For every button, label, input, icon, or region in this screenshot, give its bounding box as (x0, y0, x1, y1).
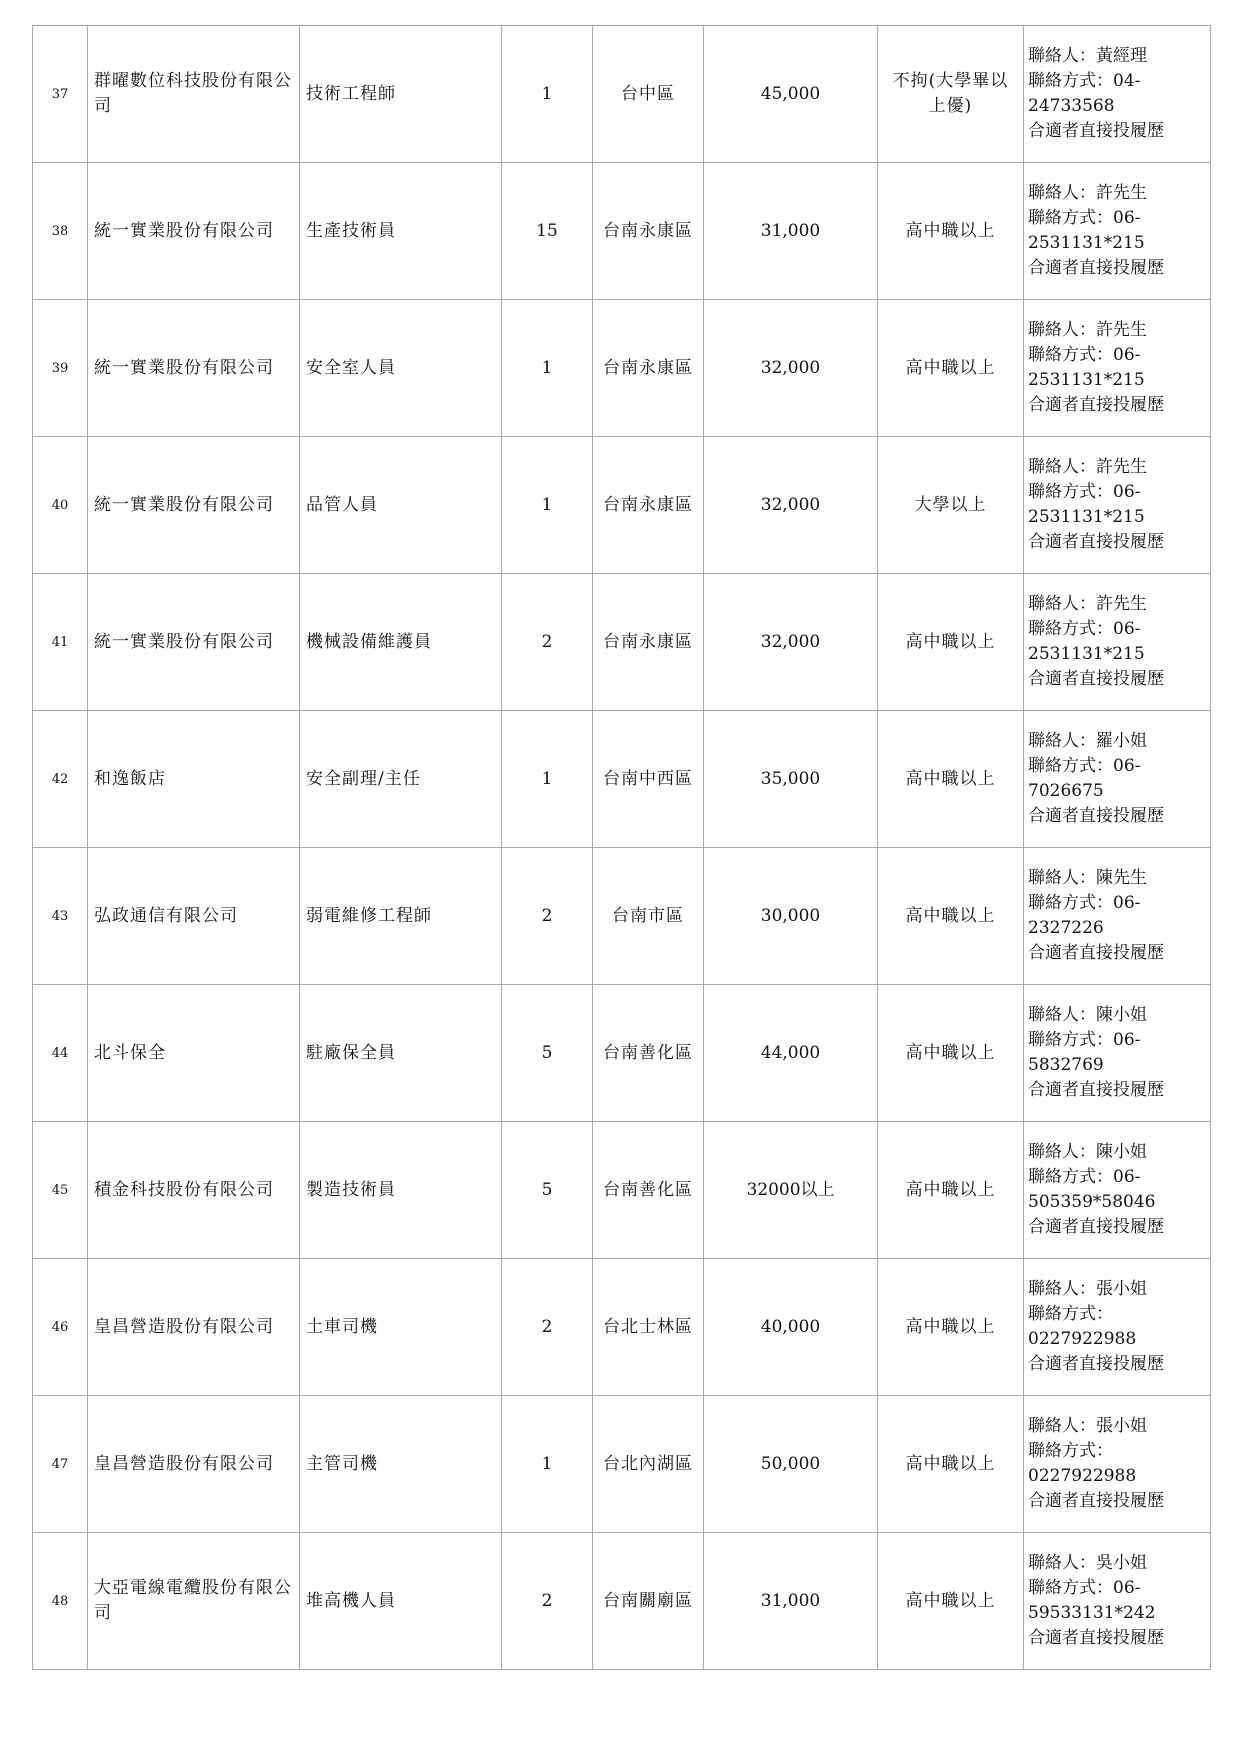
work-area: 台南永康區 (593, 300, 704, 437)
job-rows (33, 26, 1211, 1670)
salary: 32,000 (704, 300, 878, 437)
contact-phone-label: 聯絡方式：06- (1028, 482, 1141, 502)
contact-info (1024, 1533, 1211, 1670)
work-area: 台南永康區 (593, 437, 704, 574)
row-number: 39 (33, 300, 88, 437)
contact-phone: 59533131*242 (1028, 1603, 1156, 1623)
contact-person: 聯絡人：許先生 (1028, 183, 1147, 203)
contact-person: 聯絡人：張小姐 (1028, 1416, 1147, 1436)
contact-phone: 7026675 (1028, 781, 1104, 801)
table-row (33, 26, 1211, 163)
contact-phone: 0227922988 (1028, 1329, 1137, 1349)
table-row (33, 848, 1211, 985)
table-row (33, 711, 1211, 848)
job-title: 主管司機 (300, 1396, 502, 1533)
contact-info (1024, 26, 1211, 163)
contact-person: 聯絡人：張小姐 (1028, 1279, 1147, 1299)
work-area: 台中區 (593, 26, 704, 163)
contact-phone-label: 聯絡方式： (1028, 1304, 1113, 1324)
contact-phone-label: 聯絡方式：06- (1028, 1578, 1141, 1598)
salary: 45,000 (704, 26, 878, 163)
salary: 35,000 (704, 711, 878, 848)
contact-person: 聯絡人：許先生 (1028, 594, 1147, 614)
company-name: 積金科技股份有限公司 (88, 1122, 300, 1259)
work-area: 台南善化區 (593, 985, 704, 1122)
contact-info (1024, 437, 1211, 574)
table-row (33, 437, 1211, 574)
contact-phone: 2327226 (1028, 918, 1104, 938)
company-name: 大亞電線電纜股份有限公司 (88, 1533, 300, 1670)
job-title: 製造技術員 (300, 1122, 502, 1259)
company-name: 和逸飯店 (88, 711, 300, 848)
education-requirement: 不拘(大學畢以上優) (878, 26, 1024, 163)
contact-phone-label: 聯絡方式：06- (1028, 756, 1141, 776)
job-title: 安全室人員 (300, 300, 502, 437)
job-title: 機械設備維護員 (300, 574, 502, 711)
company-name: 統一實業股份有限公司 (88, 300, 300, 437)
contact-person: 聯絡人：黃經理 (1028, 46, 1147, 66)
row-number: 46 (33, 1259, 88, 1396)
contact-person: 聯絡人：吳小姐 (1028, 1553, 1147, 1573)
contact-note: 合適者直接投履歷 (1028, 943, 1164, 963)
contact-note: 合適者直接投履歷 (1028, 669, 1164, 689)
job-title: 駐廠保全員 (300, 985, 502, 1122)
contact-person: 聯絡人：許先生 (1028, 320, 1147, 340)
job-title: 品管人員 (300, 437, 502, 574)
contact-note: 合適者直接投履歷 (1028, 395, 1164, 415)
headcount: 2 (502, 1259, 593, 1396)
contact-info (1024, 1122, 1211, 1259)
table-row (33, 1259, 1211, 1396)
row-number: 43 (33, 848, 88, 985)
education-requirement: 高中職以上 (878, 1396, 1024, 1533)
education-requirement: 高中職以上 (878, 711, 1024, 848)
table-row (33, 1122, 1211, 1259)
salary: 50,000 (704, 1396, 878, 1533)
contact-person: 聯絡人：許先生 (1028, 457, 1147, 477)
job-title: 弱電維修工程師 (300, 848, 502, 985)
salary: 40,000 (704, 1259, 878, 1396)
company-name: 北斗保全 (88, 985, 300, 1122)
job-title: 生產技術員 (300, 163, 502, 300)
contact-phone: 2531131*215 (1028, 507, 1145, 527)
contact-phone: 2531131*215 (1028, 644, 1145, 664)
row-number: 40 (33, 437, 88, 574)
table-row (33, 1533, 1211, 1670)
company-name: 統一實業股份有限公司 (88, 574, 300, 711)
work-area: 台南善化區 (593, 1122, 704, 1259)
row-number: 47 (33, 1396, 88, 1533)
headcount: 1 (502, 300, 593, 437)
contact-phone-label: 聯絡方式：04- (1028, 71, 1141, 91)
headcount: 2 (502, 574, 593, 711)
table-row (33, 574, 1211, 711)
education-requirement: 高中職以上 (878, 848, 1024, 985)
headcount: 15 (502, 163, 593, 300)
work-area: 台南市區 (593, 848, 704, 985)
education-requirement: 高中職以上 (878, 574, 1024, 711)
headcount: 2 (502, 848, 593, 985)
contact-note: 合適者直接投履歷 (1028, 258, 1164, 278)
contact-note: 合適者直接投履歷 (1028, 121, 1164, 141)
contact-person: 聯絡人：陳小姐 (1028, 1142, 1147, 1162)
contact-phone-label: 聯絡方式：06- (1028, 345, 1141, 365)
contact-note: 合適者直接投履歷 (1028, 1080, 1164, 1100)
company-name: 統一實業股份有限公司 (88, 437, 300, 574)
contact-info (1024, 574, 1211, 711)
row-number: 48 (33, 1533, 88, 1670)
contact-phone-label: 聯絡方式：06- (1028, 619, 1141, 639)
contact-phone-label: 聯絡方式：06- (1028, 893, 1141, 913)
headcount: 2 (502, 1533, 593, 1670)
salary: 44,000 (704, 985, 878, 1122)
row-number: 38 (33, 163, 88, 300)
job-title: 技術工程師 (300, 26, 502, 163)
row-number: 45 (33, 1122, 88, 1259)
company-name: 群曜數位科技股份有限公司 (88, 26, 300, 163)
education-requirement: 高中職以上 (878, 1533, 1024, 1670)
contact-phone: 24733568 (1028, 96, 1115, 116)
headcount: 5 (502, 985, 593, 1122)
table-row (33, 163, 1211, 300)
headcount: 1 (502, 1396, 593, 1533)
contact-note: 合適者直接投履歷 (1028, 532, 1164, 552)
company-name: 統一實業股份有限公司 (88, 163, 300, 300)
company-name: 皇昌營造股份有限公司 (88, 1396, 300, 1533)
job-title: 土車司機 (300, 1259, 502, 1396)
job-listing-table (32, 25, 1211, 1670)
headcount: 1 (502, 437, 593, 574)
job-title: 安全副理/主任 (300, 711, 502, 848)
company-name: 弘政通信有限公司 (88, 848, 300, 985)
table-row (33, 300, 1211, 437)
work-area: 台南永康區 (593, 574, 704, 711)
contact-info (1024, 985, 1211, 1122)
job-title: 堆高機人員 (300, 1533, 502, 1670)
contact-phone: 2531131*215 (1028, 370, 1145, 390)
contact-info (1024, 1396, 1211, 1533)
row-number: 41 (33, 574, 88, 711)
contact-info (1024, 711, 1211, 848)
contact-phone: 5832769 (1028, 1055, 1104, 1075)
contact-phone-label: 聯絡方式：06- (1028, 1167, 1141, 1187)
contact-note: 合適者直接投履歷 (1028, 1628, 1164, 1648)
contact-phone: 0227922988 (1028, 1466, 1137, 1486)
contact-person: 聯絡人：羅小姐 (1028, 731, 1147, 751)
headcount: 5 (502, 1122, 593, 1259)
contact-note: 合適者直接投履歷 (1028, 1217, 1164, 1237)
contact-note: 合適者直接投履歷 (1028, 806, 1164, 826)
work-area: 台南中西區 (593, 711, 704, 848)
contact-person: 聯絡人：陳先生 (1028, 868, 1147, 888)
contact-note: 合適者直接投履歷 (1028, 1491, 1164, 1511)
contact-note: 合適者直接投履歷 (1028, 1354, 1164, 1374)
salary: 32,000 (704, 574, 878, 711)
salary: 30,000 (704, 848, 878, 985)
contact-info (1024, 163, 1211, 300)
row-number: 42 (33, 711, 88, 848)
contact-phone: 505359*58046 (1028, 1192, 1156, 1212)
row-number: 44 (33, 985, 88, 1122)
headcount: 1 (502, 26, 593, 163)
contact-phone: 2531131*215 (1028, 233, 1145, 253)
education-requirement: 高中職以上 (878, 985, 1024, 1122)
contact-info (1024, 848, 1211, 985)
table-row (33, 1396, 1211, 1533)
company-name: 皇昌營造股份有限公司 (88, 1259, 300, 1396)
education-requirement: 高中職以上 (878, 1122, 1024, 1259)
work-area: 台北內湖區 (593, 1396, 704, 1533)
salary: 31,000 (704, 1533, 878, 1670)
headcount: 1 (502, 711, 593, 848)
contact-info (1024, 300, 1211, 437)
contact-phone-label: 聯絡方式：06- (1028, 1030, 1141, 1050)
contact-person: 聯絡人：陳小姐 (1028, 1005, 1147, 1025)
work-area: 台南關廟區 (593, 1533, 704, 1670)
salary: 32000以上 (704, 1122, 878, 1259)
contact-phone-label: 聯絡方式： (1028, 1441, 1113, 1461)
salary: 31,000 (704, 163, 878, 300)
contact-info (1024, 1259, 1211, 1396)
education-requirement: 大學以上 (878, 437, 1024, 574)
table-row (33, 985, 1211, 1122)
education-requirement: 高中職以上 (878, 1259, 1024, 1396)
education-requirement: 高中職以上 (878, 300, 1024, 437)
work-area: 台北士林區 (593, 1259, 704, 1396)
contact-phone-label: 聯絡方式：06- (1028, 208, 1141, 228)
work-area: 台南永康區 (593, 163, 704, 300)
education-requirement: 高中職以上 (878, 163, 1024, 300)
salary: 32,000 (704, 437, 878, 574)
row-number: 37 (33, 26, 88, 163)
